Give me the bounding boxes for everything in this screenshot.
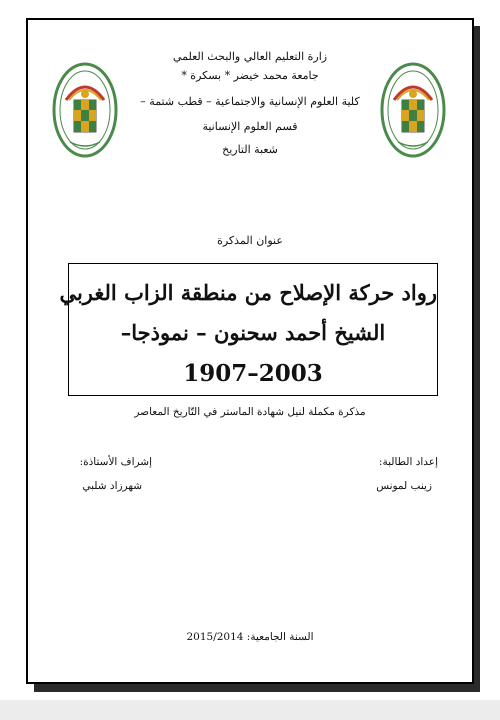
university-line: جامعة محمد خيضر * بسكرة * [181, 69, 319, 82]
memo-title-label: عنوان المذكرة [217, 234, 283, 247]
ministry-line: زارة التعليم العالي والبحث العلمي [172, 50, 328, 63]
student-name: زينب لمونس [376, 480, 432, 492]
university-logo-left [52, 60, 118, 160]
academic-year: السنة الجامعية: 2015/2014 [186, 631, 314, 643]
viewer-background [0, 700, 500, 720]
department-line: قسم العلوم الإنسانية [202, 120, 298, 133]
supervisor-label: إشراف الأستاذة: [79, 456, 152, 468]
branch-line: شعبة التاريخ [222, 143, 278, 156]
title-box [59, 263, 438, 396]
title-years: 1907–2003 [183, 360, 323, 387]
page-shadow-bottom [34, 684, 480, 692]
supervisor-name: شهرزاد شلبي [82, 480, 142, 492]
title-line-1: رواد حركة الإصلاح من منطقة الزاب الغربي [59, 280, 437, 305]
student-label: إعداد الطالبة: [378, 456, 438, 468]
faculty-line: كلية العلوم الإنسانية والاجتماعية – قطب شتمة – [140, 95, 360, 108]
thesis-subtitle: مذكرة مكملة لنيل شهادة الماستر في التّاريخ المعاصر [134, 406, 366, 418]
title-line-2: الشيخ أحمد سحنون – نموذجا– [120, 320, 386, 345]
university-logo-right [380, 60, 446, 160]
university-seal-icon [52, 60, 118, 160]
university-seal-icon [380, 60, 446, 160]
